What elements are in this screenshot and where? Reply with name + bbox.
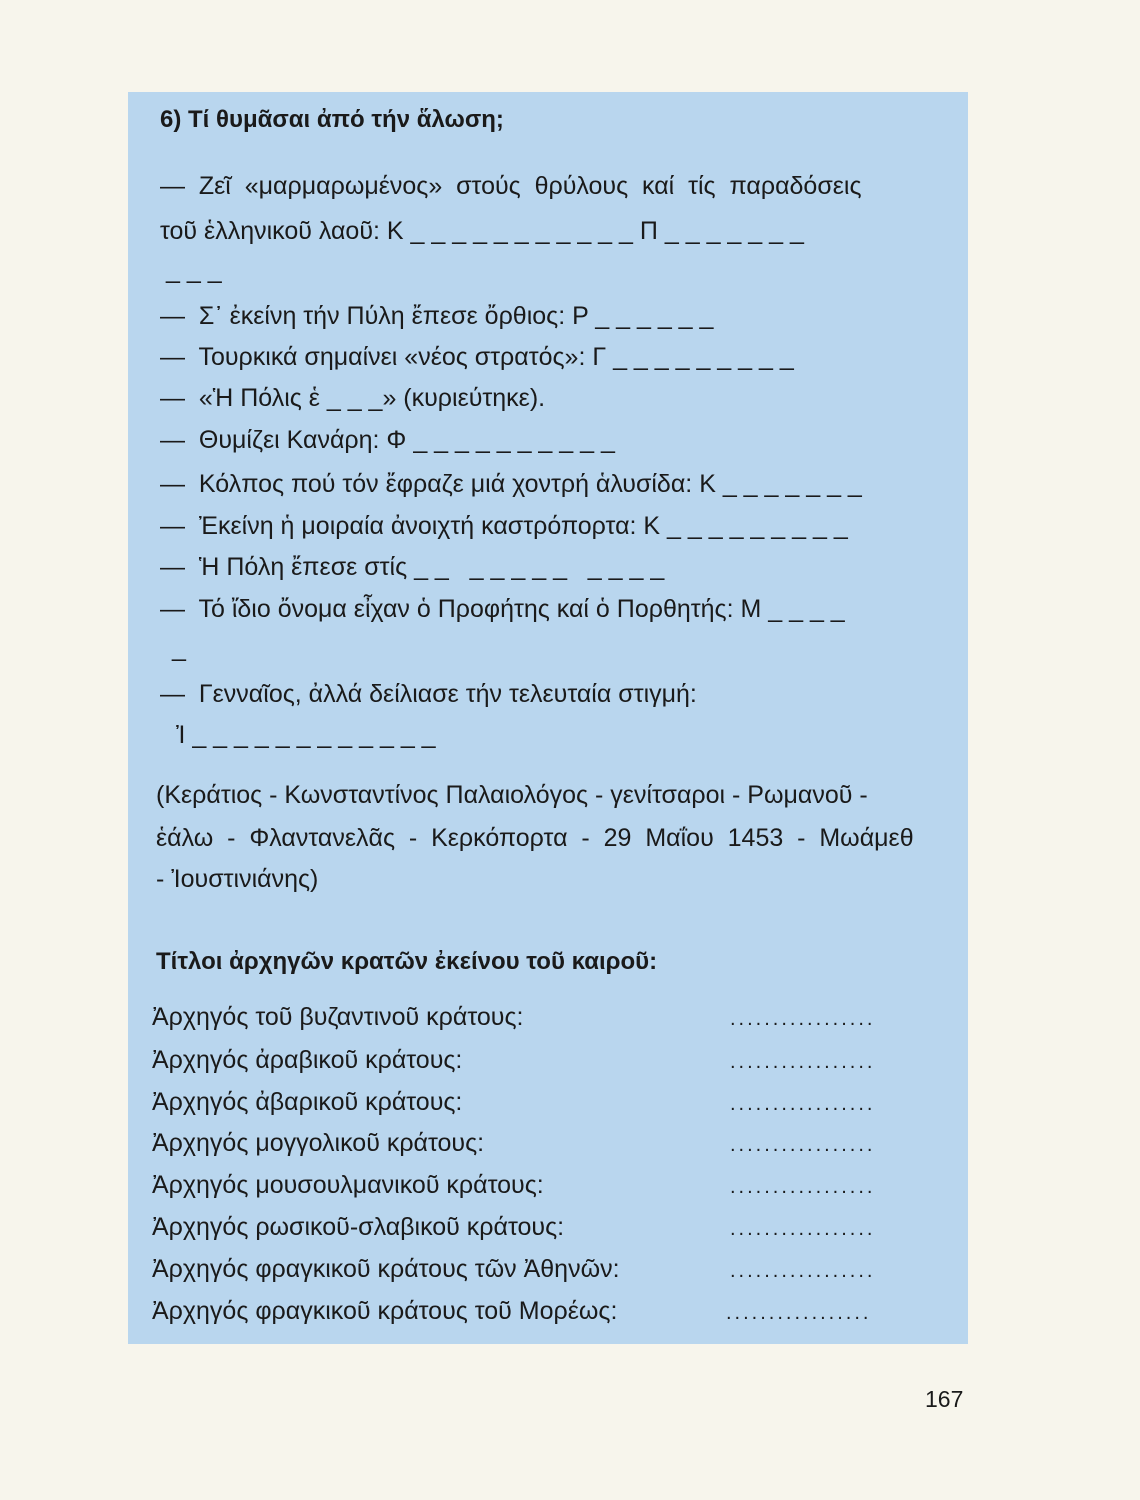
question-line: — Ζεῖ «μαρμαρωμένος» στούς θρύλους καί τίς παραδόσεις — [160, 172, 862, 200]
leader-row-label: Ἀρχηγός φραγκικοῦ κράτους τῶν Ἀθηνῶν: — [152, 1255, 620, 1283]
leader-row-dots: ................. — [730, 1134, 876, 1156]
leader-row-dots: ................. — [730, 1260, 876, 1282]
question-line: — «Ἡ Πόλις ἑ _ _ _» (κυριεύτηκε). — [160, 384, 546, 412]
leader-row-label: Ἀρχηγός τοῦ βυζαντινοῦ κράτους: — [152, 1003, 524, 1031]
question-line: _ — [172, 634, 186, 662]
question-title: 6) Τί θυμᾶσαι ἀπό τήν ἅλωση; — [160, 106, 504, 133]
question-line: — Τουρκικά σημαίνει «νέος στρατός»: Γ _ _ _ _ _ _ _ _ _ — [160, 343, 794, 371]
leader-row-label: Ἀρχηγός ἀραβικοῦ κράτους: — [152, 1046, 463, 1074]
question-line: — Θυμίζει Κανάρη: Φ _ _ _ _ _ _ _ _ _ _ — [160, 426, 615, 454]
question-line: Ἰ _ _ _ _ _ _ _ _ _ _ _ _ — [176, 721, 436, 749]
question-line: — Γενναῖος, ἀλλά δείλιασε τήν τελευταία στιγμή: — [160, 680, 697, 708]
question-line: — Σ᾽ ἐκείνη τήν Πύλη ἔπεσε ὄρθιος: Ρ _ _ _ _ _ _ — [160, 302, 714, 330]
hint-line: - Ἰουστινιάνης) — [156, 865, 319, 893]
question-line: — Τό ἴδιο ὄνομα εἶχαν ὁ Προφήτης καί ὁ Πορθητής: Μ _ _ _ _ — [160, 595, 845, 623]
page-number: 167 — [925, 1386, 964, 1412]
hint-line: (Κεράτιος - Κωνσταντίνος Παλαιολόγος - γενίτσαροι - Ρωμανοῦ - — [156, 781, 868, 809]
question-line: — Ἐκείνη ἡ μοιραία ἀνοιχτή καστρόπορτα: Κ _ _ _ _ _ _ _ _ _ — [160, 512, 848, 540]
leader-row-dots: ................. — [730, 1218, 876, 1240]
leader-row-label: Ἀρχηγός φραγκικοῦ κράτους τοῦ Μορέως: — [152, 1297, 618, 1325]
leader-row-label: Ἀρχηγός μογγολικοῦ κράτους: — [152, 1129, 485, 1157]
leader-row-dots: ................. — [730, 1093, 876, 1115]
question-line: — Ἡ Πόλη ἔπεσε στίς _ _ _ _ _ _ _ _ _ _ _ — [160, 553, 665, 581]
leader-row-label: Ἀρχηγός ρωσικοῦ-σλαβικοῦ κράτους: — [152, 1213, 565, 1241]
leader-row-dots: ................. — [730, 1176, 876, 1198]
leader-row-dots: ................. — [730, 1051, 876, 1073]
question-line: — Κόλπος πού τόν ἔφραζε μιά χοντρή ἁλυσίδα: Κ _ _ _ _ _ _ _ — [160, 470, 862, 498]
leader-row-dots: ................. — [726, 1302, 872, 1324]
leaders-title: Τίτλοι ἀρχηγῶν κρατῶν ἐκείνου τοῦ καιροῦ: — [156, 948, 658, 975]
question-line: τοῦ ἑλληνικοῦ λαοῦ: Κ _ _ _ _ _ _ _ _ _ _ _ Π _ _ _ _ _ _ _ — [160, 217, 804, 245]
leader-row-dots: ................. — [730, 1008, 876, 1030]
hint-line: ἑάλω - Φλαντανελᾶς - Κερκόπορτα - 29 Μαΐου 1453 - Μωάμεθ — [156, 824, 914, 852]
leader-row-label: Ἀρχηγός μουσουλμανικοῦ κράτους: — [152, 1171, 544, 1199]
question-line: _ _ _ — [166, 256, 222, 284]
leader-row-label: Ἀρχηγός ἀβαρικοῦ κράτους: — [152, 1088, 463, 1116]
